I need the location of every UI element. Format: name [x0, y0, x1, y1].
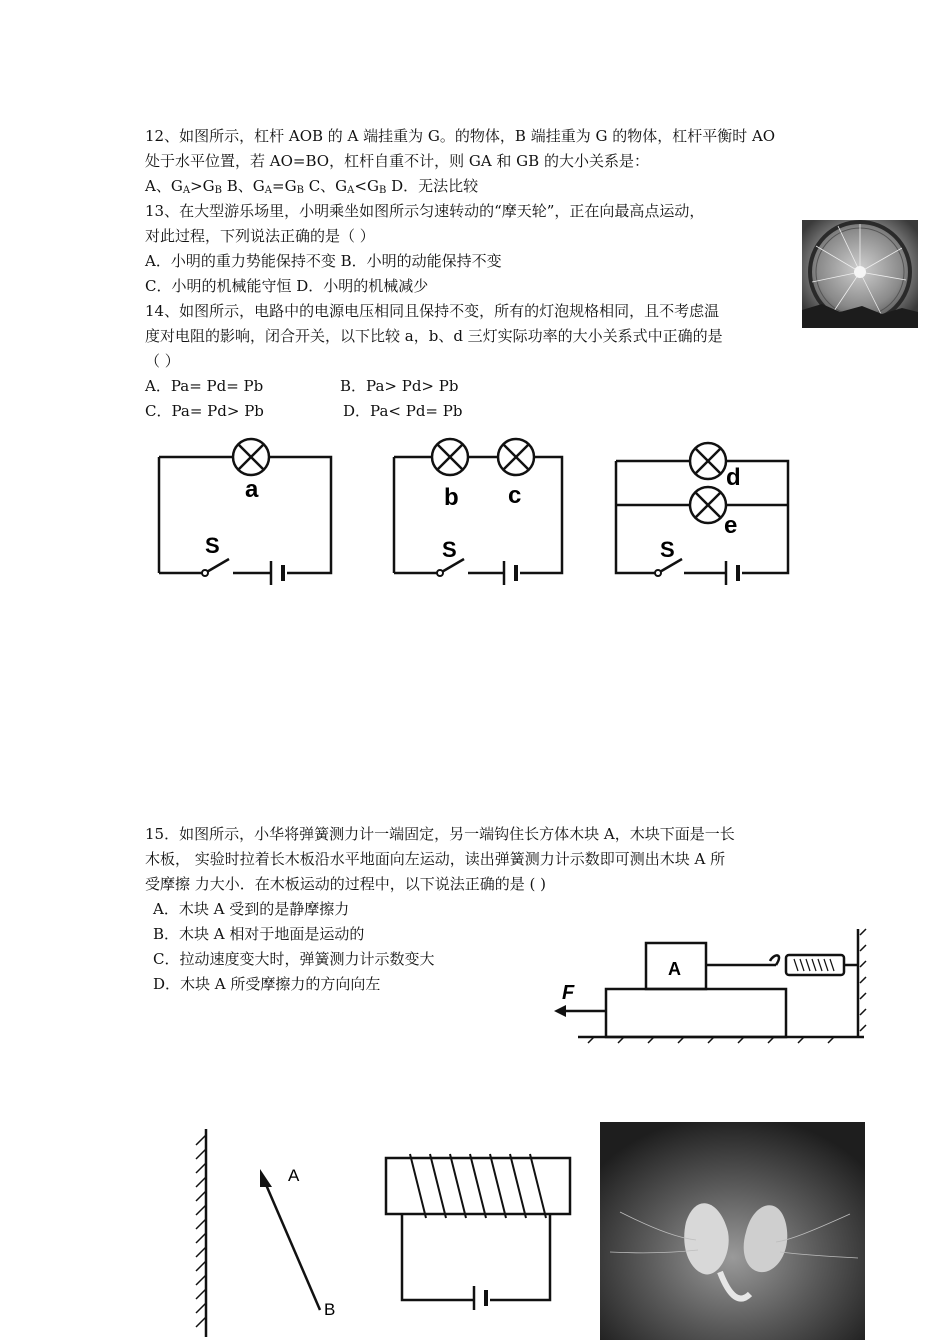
- arrow-b-label: B: [324, 1300, 336, 1319]
- q14-option-d: D．Pa< Pd= Pb: [343, 402, 463, 420]
- q12-options: A、$G_A>G_B$ B、$G_A=G_B$ C、$G_A<G_B$ D．无法比较: [145, 177, 479, 196]
- block-a-label: A: [668, 959, 681, 979]
- q13-options-row2: C．小明的机械能守恒 D．小明的机械减少: [145, 277, 429, 295]
- q13-line2: 对此过程，下列说法正确的是（ ）: [145, 227, 375, 245]
- q15-option-d: D．木块 A 所受摩擦力的方向向左: [153, 975, 381, 993]
- q15-line3: 受摩擦 力大小．在木板运动的过程中，以下说法正确的是 ( ): [145, 875, 547, 893]
- lamp-b-label: b: [444, 484, 459, 511]
- lamp-e-icon: [690, 487, 726, 523]
- q15-option-a: A．木块 A 受到的是静摩擦力: [153, 900, 350, 918]
- solenoid-diagram: [380, 1150, 575, 1310]
- q14-option-c: C．Pa= Pd> Pb: [145, 402, 264, 420]
- lamp-a-icon: [233, 439, 269, 475]
- lamp-d-icon: [690, 443, 726, 479]
- lamp-c-label: c: [508, 482, 522, 509]
- friction-diagram: [548, 925, 868, 1045]
- q13-line1: 13、在大型游乐场里，小明乘坐如图所示匀速转动的“摩天轮”，正在向最高点运动，: [145, 202, 705, 220]
- circuit-diagram-3: [612, 435, 792, 585]
- q14-line3: （ ）: [145, 352, 180, 370]
- lamp-b-icon: [432, 439, 468, 475]
- mirror-arrow-diagram: [176, 1125, 356, 1340]
- ferris-wheel-photo: [802, 220, 918, 328]
- switch-s-label: S: [660, 537, 675, 562]
- circuit-diagram-1: [155, 435, 335, 585]
- arrow-a-label: A: [288, 1166, 300, 1185]
- hands-photo: [600, 1122, 865, 1340]
- lamp-a-label: a: [245, 476, 259, 503]
- q15-line1: 15．如图所示，小华将弹簧测力计一端固定，另一端钩住长方体木块 A，木块下面是一长: [145, 825, 735, 843]
- q14-option-a: A．Pa= Pd= Pb: [145, 377, 264, 395]
- force-f-label: F: [562, 982, 575, 1004]
- circuit-diagram-2: [390, 435, 570, 585]
- q14-option-b: B．Pa> Pd> Pb: [340, 377, 459, 395]
- switch-s-label: S: [442, 537, 457, 562]
- lamp-e-label: e: [724, 512, 738, 539]
- q13-options-row1: A．小明的重力势能保持不变 B．小明的动能保持不变: [145, 252, 502, 270]
- q12-line1: 12、如图所示，杠杆 AOB 的 A 端挂重为 G。的物体，B 端挂重为 G 的物体，杠杆平衡时 AO: [145, 127, 776, 145]
- q14-line2: 度对电阻的影响，闭合开关，以下比较 a，b、d 三灯实际功率的大小关系式中正确的是: [145, 327, 723, 345]
- switch-s-label: S: [205, 533, 220, 558]
- q12-line2: 处于水平位置，若 AO=BO，杠杆自重不计，则 GA 和 GB 的大小关系是：: [145, 152, 649, 170]
- q15-option-b: B．木块 A 相对于地面是运动的: [153, 925, 365, 943]
- q15-option-c: C．拉动速度变大时，弹簧测力计示数变大: [153, 950, 435, 968]
- q14-line1: 14、如图所示，电路中的电源电压相同且保持不变，所有的灯泡规格相同，且不考虑温: [145, 302, 720, 320]
- lamp-d-label: d: [726, 464, 741, 491]
- lamp-c-icon: [498, 439, 534, 475]
- q15-line2: 木板， 实验时拉着长木板沿水平地面向左运动，读出弹簧测力计示数即可测出木块 A 所: [145, 850, 726, 868]
